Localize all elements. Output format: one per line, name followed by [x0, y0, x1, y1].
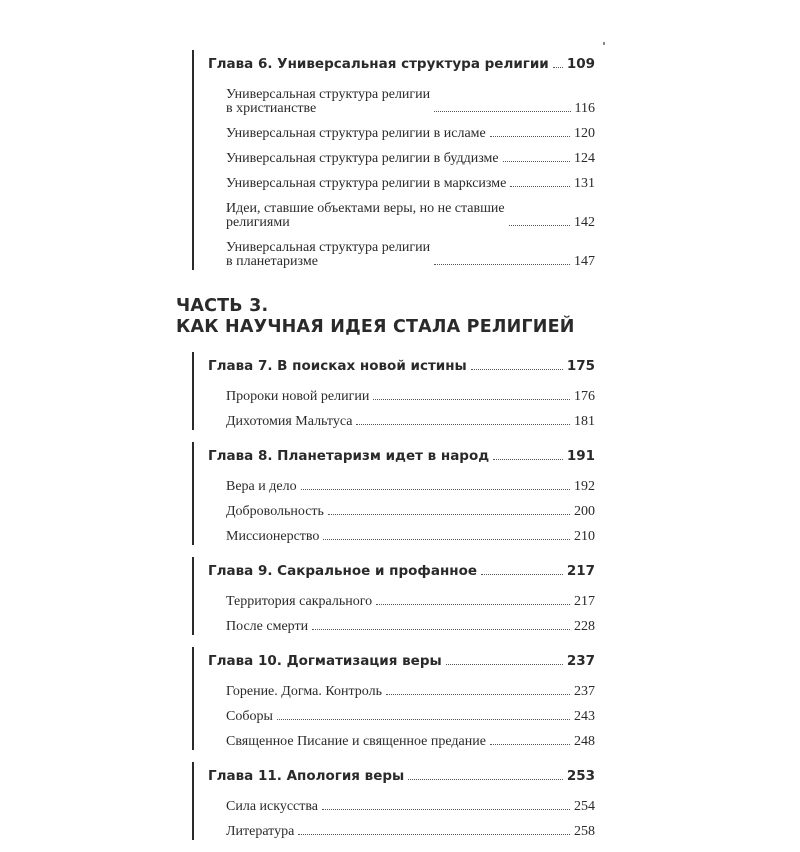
dot-leader	[376, 604, 570, 605]
dot-leader	[322, 809, 570, 810]
section-title: Универсальная структура религии в марксизме	[226, 176, 507, 191]
section-entry	[226, 117, 595, 142]
section-title: Пророки новой религии	[226, 389, 370, 404]
page-number: 217	[574, 594, 595, 609]
page-number: 254	[574, 799, 595, 814]
page-number: 109	[566, 56, 595, 72]
section-entry	[226, 790, 595, 815]
section-entry	[226, 380, 595, 405]
chapter-10	[192, 647, 595, 750]
page-number: 120	[574, 126, 595, 141]
section-title: Сила искусства	[226, 799, 319, 814]
chapter-title: Глава 8. Планетаризм идет в народ	[208, 448, 490, 464]
section-entry	[226, 142, 595, 167]
page-number: 217	[566, 563, 595, 579]
section-title: Универсальная структура религии в планетаризме	[226, 240, 431, 269]
page-number: 200	[574, 504, 595, 519]
page-number: 181	[574, 414, 595, 429]
section-entry	[226, 470, 595, 495]
chapter-title: Глава 10. Догматизация веры	[208, 653, 442, 669]
dot-leader	[356, 424, 570, 425]
section-entry	[226, 167, 595, 192]
chapter-9	[192, 557, 595, 635]
chapter-10-heading	[208, 647, 595, 675]
dot-leader	[323, 539, 570, 540]
page-number: 192	[574, 479, 595, 494]
part-title: КАК НАУЧНАЯ ИДЕЯ СТАЛА РЕЛИГИЕЙ	[176, 317, 575, 337]
chapter-11	[192, 762, 595, 840]
page-number: 228	[574, 619, 595, 634]
print-speck	[603, 42, 605, 45]
section-entry	[226, 700, 595, 725]
section-entry	[226, 495, 595, 520]
dot-leader	[481, 574, 563, 575]
page-number: 116	[574, 101, 595, 116]
section-title: Территория сакрального	[226, 594, 373, 609]
dot-leader	[408, 779, 563, 780]
section-title: Дихотомия Мальтуса	[226, 414, 353, 429]
dot-leader	[493, 459, 563, 460]
page-number: 258	[574, 824, 595, 839]
dot-leader	[386, 694, 570, 695]
page-number: 176	[574, 389, 595, 404]
dot-leader	[312, 629, 570, 630]
section-entry	[226, 815, 595, 840]
table-of-contents	[176, 50, 595, 852]
part-number: ЧАСТЬ 3.	[176, 296, 269, 316]
section-title: Добровольность	[226, 504, 324, 519]
page-number: 191	[566, 448, 595, 464]
chapter-7-heading	[208, 352, 595, 380]
section-entry	[226, 231, 595, 270]
chapter-title: Глава 11. Апология веры	[208, 768, 405, 784]
chapter-title: Глава 7. В поисках новой истины	[208, 358, 467, 374]
section-title: Горение. Догма. Контроль	[226, 684, 382, 699]
dot-leader	[373, 399, 570, 400]
section-title: Миссионерство	[226, 529, 320, 544]
dot-leader	[446, 664, 563, 665]
page-number: 142	[574, 215, 595, 230]
dot-leader	[434, 111, 570, 112]
chapter-8	[192, 442, 595, 545]
section-entry	[226, 78, 595, 117]
dot-leader	[490, 136, 570, 137]
dot-leader	[503, 161, 570, 162]
section-title: Священное Писание и священное предание	[226, 734, 486, 749]
section-entry	[226, 675, 595, 700]
dot-leader	[298, 834, 570, 835]
page-number: 237	[574, 684, 595, 699]
section-title: Универсальная структура религии в буддизме	[226, 151, 499, 166]
section-title: После смерти	[226, 619, 309, 634]
section-entry	[226, 585, 595, 610]
section-entry	[226, 192, 595, 231]
page-number: 175	[566, 358, 595, 374]
page-number: 131	[574, 176, 595, 191]
page-number: 253	[566, 768, 595, 784]
dot-leader	[328, 514, 570, 515]
part-3-heading	[176, 296, 595, 338]
section-title: Соборы	[226, 709, 273, 724]
chapter-title: Глава 9. Сакральное и профанное	[208, 563, 478, 579]
dot-leader	[434, 264, 570, 265]
chapter-11-heading	[208, 762, 595, 790]
chapter-8-heading	[208, 442, 595, 470]
dot-leader	[490, 744, 570, 745]
chapter-6	[192, 50, 595, 270]
page-number: 124	[574, 151, 595, 166]
dot-leader	[553, 67, 563, 68]
page-number: 243	[574, 709, 595, 724]
dot-leader	[471, 369, 563, 370]
section-entry	[226, 610, 595, 635]
chapter-title: Глава 6. Универсальная структура религии	[208, 56, 549, 72]
dot-leader	[509, 225, 570, 226]
page-number: 147	[574, 254, 595, 269]
section-title: Идеи, ставшие объектами веры, но не ставшие религиями	[226, 201, 505, 230]
chapter-6-heading	[208, 50, 595, 78]
chapter-9-heading	[208, 557, 595, 585]
section-title: Вера и дело	[226, 479, 297, 494]
dot-leader	[510, 186, 570, 187]
page-number: 237	[566, 653, 595, 669]
section-entry	[226, 520, 595, 545]
section-title: Литература	[226, 824, 295, 839]
section-title: Универсальная структура религии в христианстве	[226, 87, 431, 116]
section-title: Универсальная структура религии в исламе	[226, 126, 486, 141]
page-number: 248	[574, 734, 595, 749]
dot-leader	[301, 489, 570, 490]
page-number: 210	[574, 529, 595, 544]
section-entry	[226, 725, 595, 750]
section-entry	[226, 405, 595, 430]
dot-leader	[277, 719, 570, 720]
chapter-7	[192, 352, 595, 430]
